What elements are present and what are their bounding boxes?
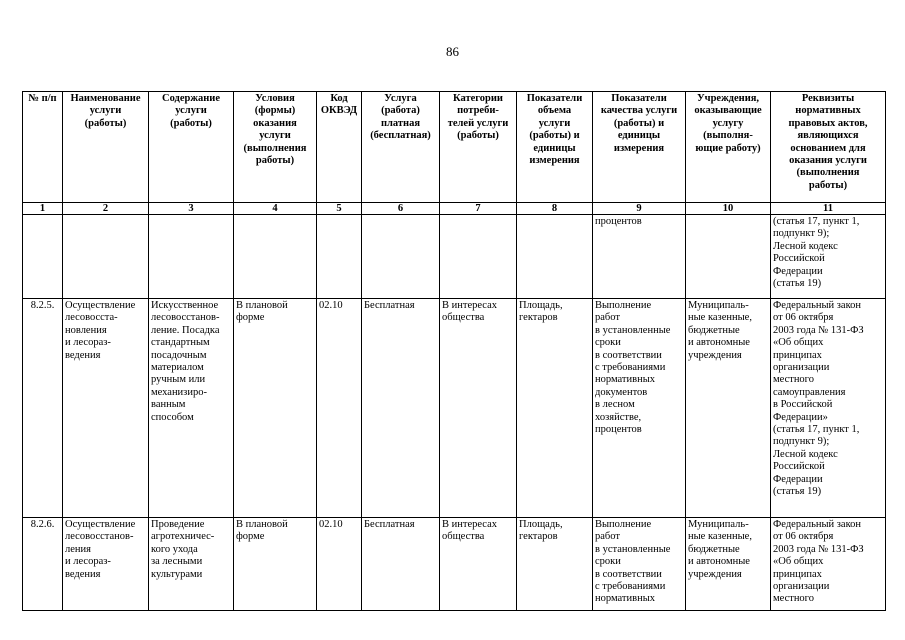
header-cell-num: № п/п [23,92,63,203]
column-number: 4 [234,203,317,215]
cell-name: Осуществление лесовосста- новления и лесораз- ведения [63,299,149,518]
header-cell-content: Содержание услуги (работы) [149,92,234,203]
cell-okved: 02.10 [317,518,362,611]
column-number: 3 [149,203,234,215]
column-number: 10 [686,203,771,215]
cell-paid: Бесплатная [362,518,440,611]
cell-conditions: В плановой форме [234,518,317,611]
header-cell-volume: Показатели объема услуги (работы) и единицы измерения [517,92,593,203]
header-cell-quality: Показатели качества услуги (работы) и единицы измерения [593,92,686,203]
cell-consumers [440,215,517,299]
cell-quality: процентов [593,215,686,299]
table-row-continuation [23,215,886,299]
column-number: 2 [63,203,149,215]
cell-institutions: Муниципаль- ные казенные, бюджетные и автономные учреждения [686,518,771,611]
cell-content [149,215,234,299]
cell-paid: Бесплатная [362,299,440,518]
cell-paid [362,215,440,299]
header-cell-legal-acts: Реквизиты нормативных правовых актов, являющихся основанием для оказания услуги (выполнения работы) [771,92,886,203]
table-row-8-2-5 [23,299,886,518]
cell-name: Осуществление лесовосстанов- ления и лесораз- ведения [63,518,149,611]
header-row [23,92,886,203]
column-number: 6 [362,203,440,215]
header-cell-institutions: Учреждения, оказывающие услугу (выполня- ющие работу) [686,92,771,203]
cell-legal-acts: Федеральный закон от 06 октября 2003 года № 131-ФЗ «Об общих принципах организации местного [771,518,886,611]
header-cell-okved: Код ОКВЭД [317,92,362,203]
cell-volume: Площадь, гектаров [517,299,593,518]
cell-okved [317,215,362,299]
column-number: 9 [593,203,686,215]
header-cell-name: Наименование услуги (работы) [63,92,149,203]
header-cell-conditions: Условия (формы) оказания услуги (выполнения работы) [234,92,317,203]
services-table [22,91,886,611]
cell-num [23,215,63,299]
cell-content: Проведение агротехничес- кого ухода за лесными культурами [149,518,234,611]
cell-institutions [686,215,771,299]
cell-num: 8.2.6. [23,518,63,611]
column-number: 8 [517,203,593,215]
cell-name [63,215,149,299]
column-numbers-row [23,203,886,215]
header-cell-paid: Услуга (работа) платная (бесплатная) [362,92,440,203]
cell-legal-acts: (статья 17, пункт 1, подпункт 9); Лесной кодекс Российской Федерации (статья 19) [771,215,886,299]
column-number: 11 [771,203,886,215]
column-number: 7 [440,203,517,215]
cell-okved: 02.10 [317,299,362,518]
cell-consumers: В интересах общества [440,299,517,518]
cell-institutions: Муниципаль- ные казенные, бюджетные и автономные учреждения [686,299,771,518]
header-cell-consumers: Категории потреби- телей услуги (работы) [440,92,517,203]
cell-content: Искусственное лесовосстанов- ление. Посадка стандартным посадочным материалом ручным или механизиро- ванным способом [149,299,234,518]
cell-legal-acts: Федеральный закон от 06 октября 2003 года № 131-ФЗ «Об общих принципах организации местного самоуправления в Российской Федерации» (статья 17, пункт 1, подпункт 9); Лесной кодекс Российской Федерации (статья 19) [771,299,886,518]
cell-quality: Выполнение работ в установленные сроки в соответствии с требованиями нормативных документов в лесном хозяйстве, процентов [593,299,686,518]
column-number: 5 [317,203,362,215]
table-row-8-2-6 [23,518,886,611]
cell-consumers: В интересах общества [440,518,517,611]
column-number: 1 [23,203,63,215]
cell-quality: Выполнение работ в установленные сроки в соответствии с требованиями нормативных [593,518,686,611]
page-number: 86 [446,44,459,59]
cell-num: 8.2.5. [23,299,63,518]
cell-volume: Площадь, гектаров [517,518,593,611]
cell-volume [517,215,593,299]
cell-conditions [234,215,317,299]
cell-conditions: В плановой форме [234,299,317,518]
